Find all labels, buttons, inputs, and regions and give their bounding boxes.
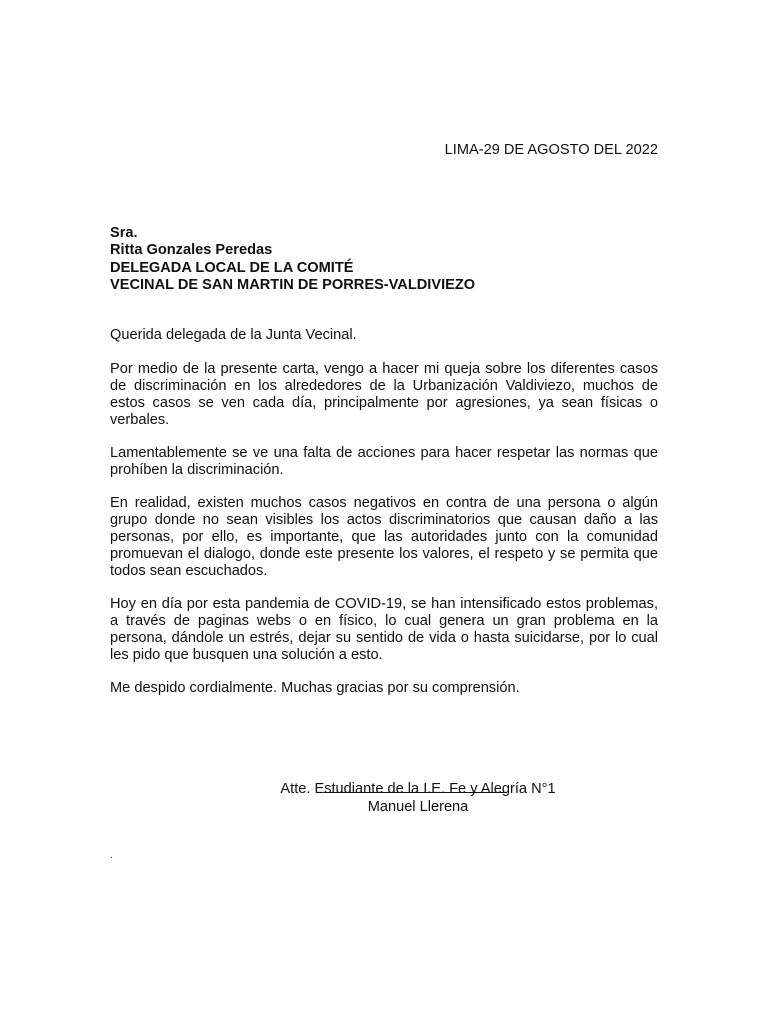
trailing-mark: . — [110, 850, 113, 861]
signature-title: Atte. Estudiante de la I.E. Fe y Alegría N°1 — [280, 781, 556, 797]
letter-greeting: Querida delegada de la Junta Vecinal. — [110, 327, 357, 343]
recipient-salutation: Sra. — [110, 225, 138, 241]
signature-name: Manuel Llerena — [367, 798, 469, 815]
body-paragraph: En realidad, existen muchos casos negativos en contra de una persona o algún grupo donde no sean visibles los actos discriminatorios que causan daño a las personas, por ello, es importante, que las autoridades junto con la comunidad promuevan el dialogo, donde este presente los valores, el respeto y se permita que todos sean escuchados. — [110, 495, 658, 579]
recipient-role-line-2: VECINAL DE SAN MARTIN DE PORRES-VALDIVIEZO — [110, 276, 476, 293]
signature-line — [324, 792, 507, 793]
body-paragraph: Hoy en día por esta pandemia de COVID-19, se han intensificado estos problemas, a través de paginas webs o en físico, lo cual genera un gran problema en la persona, dándole un estrés, dejar su sentido de vida o hasta suicidarse, por lo cual les pido que busquen una solución a esto. — [110, 596, 658, 663]
recipient-role-line-1: DELEGADA LOCAL DE LA COMITÉ — [110, 259, 354, 276]
signature-block — [230, 778, 606, 816]
letter-closing: Me despido cordialmente. Muchas gracias por su comprensión. — [110, 680, 520, 696]
recipient-name: Ritta Gonzales Peredas — [110, 242, 273, 259]
body-paragraph: Por medio de la presente carta, vengo a hacer mi queja sobre los diferentes casos de discriminación en los alrededores de la Urbanización Valdiviezo, muchos de estos casos se ven cada día, principalmente por agresiones, ya sean físicas o verbales. — [110, 361, 658, 428]
letter-date: LIMA-29 DE AGOSTO DEL 2022 — [444, 142, 658, 158]
recipient-block — [110, 225, 658, 294]
body-paragraph: Lamentablemente se ve una falta de acciones para hacer respetar las normas que prohíben la discriminación. — [110, 445, 658, 478]
letter-body — [110, 327, 658, 713]
